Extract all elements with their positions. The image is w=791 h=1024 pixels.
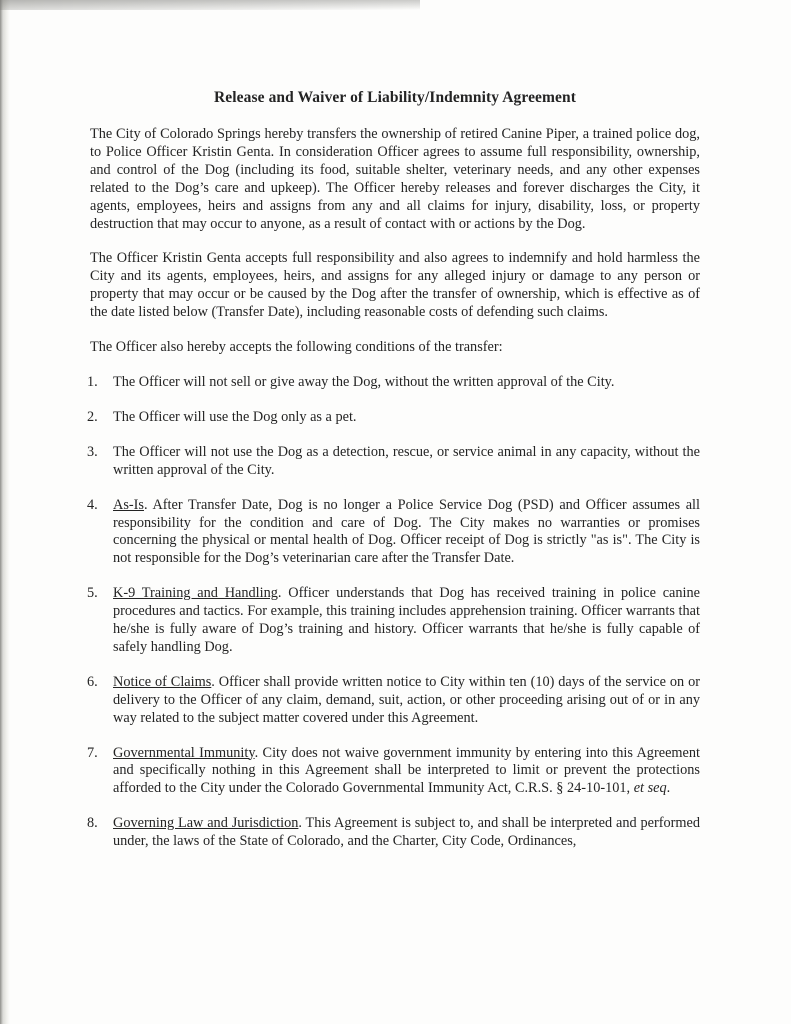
item-number: 5. — [87, 585, 98, 602]
item-text — [113, 497, 700, 569]
list-item — [87, 408, 700, 427]
item-number: 1. — [87, 373, 98, 390]
item-number: 4. — [87, 496, 98, 513]
item-text — [113, 444, 700, 480]
paragraph-indemnify: The Officer Kristin Genta accepts full responsibility and also agrees to indemnify and hold harmless the City and its agents, employees, heirs, and assigns for any alleged injury or damage to any person or property that may occur or be caused by the Dog after the transfer of ownership, which is effective as of the date listed below (Transfer Date), including reasonable costs of defending such claims. — [90, 250, 700, 321]
list-item — [87, 496, 700, 569]
item-text — [113, 374, 700, 392]
paragraph-conditions-lead: The Officer also hereby accepts the following conditions of the transfer: — [90, 339, 503, 356]
item-body: The Officer will use the Dog only as a pet. — [113, 408, 357, 425]
item-text — [113, 745, 700, 799]
item-heading: Governing Law and Jurisdiction — [113, 815, 299, 832]
list-item — [87, 585, 701, 657]
item-text — [113, 409, 700, 427]
item-body: . Officer understands that Dog has received training in police canine procedures and tactics. For example, this training includes apprehension training. Officer warrants that he/she is fully aware of Dog’s training and history. Officer warrants that he/she is fully capable of safely handling Dog. — [113, 585, 701, 655]
item-body: . After Transfer Date, Dog is no longer a Police Service Dog (PSD) and Officer assumes all responsibility for the condition and care of Dog. The City makes no warranties or promises concerning the physical or mental health of Dog. Officer receipt of Dog is strictly "as is". The City is not responsible for the Dog’s veterinarian care after the Transfer Date. — [113, 496, 700, 567]
item-heading: Notice of Claims — [113, 673, 212, 690]
list-item — [87, 373, 700, 392]
item-body: . Officer shall provide written notice to City within ten (10) days of the service on or delivery to the Officer of any claim, demand, suit, action, or other proceeding arising out of or in any way related to the subject matter covered under this Agreement. — [113, 673, 700, 726]
paragraph-intro: The City of Colorado Springs hereby transfers the ownership of retired Canine Piper, a trained police dog, to Police Officer Kristin Genta. In consideration Officer agrees to assume full responsibility, ownership, and control of the Dog (including its food, suitable shelter, veterinary needs, and any other expenses related to the Dog’s care and upkeep). The Officer hereby releases and forever discharges the City, it agents, employees, heirs and assigns from any and all claims for injury, disability, loss, or property destruction that may occur to anyone, as a result of contact with or actions by the Dog. — [90, 126, 700, 232]
item-text — [113, 585, 700, 657]
item-number: 3. — [87, 443, 98, 460]
item-tail: . — [666, 780, 671, 797]
item-body: . City does not waive government immunity by entering into this Agreement and specifically nothing in this Agreement shall be interpreted to limit or prevent the protections afforded to the City under the Colorado Governmental Immunity Act, C.R.S. § 24-10-101, — [113, 744, 700, 797]
document-title: Release and Waiver of Liability/Indemnity Agreement — [213, 89, 577, 106]
item-body: The Officer will not use the Dog as a detection, rescue, or service animal in any capacity, without the written approval of the City. — [113, 443, 700, 478]
item-number: 8. — [87, 815, 98, 832]
item-heading: K-9 Training and Handling — [113, 585, 278, 602]
list-item — [87, 815, 700, 851]
item-heading: As-Is — [113, 496, 144, 513]
scan-edge-top — [0, 0, 420, 10]
item-number: 7. — [87, 744, 98, 761]
scan-edge-left — [0, 0, 10, 1024]
conditions-list — [87, 373, 701, 851]
item-italic: et seq — [633, 780, 667, 797]
item-text — [113, 815, 700, 851]
item-body: The Officer will not sell or give away the Dog, without the written approval of the City. — [113, 373, 615, 390]
item-heading: Governmental Immunity — [113, 744, 255, 761]
list-item — [87, 673, 700, 728]
item-body: . This Agreement is subject to, and shall be interpreted and performed under, the laws of the State of Colorado, and the Charter, City Code, Ordinances, — [113, 815, 700, 850]
item-text — [113, 674, 700, 728]
list-item — [87, 443, 700, 480]
list-item — [87, 744, 700, 799]
item-number: 6. — [87, 673, 98, 690]
item-number: 2. — [87, 408, 98, 425]
